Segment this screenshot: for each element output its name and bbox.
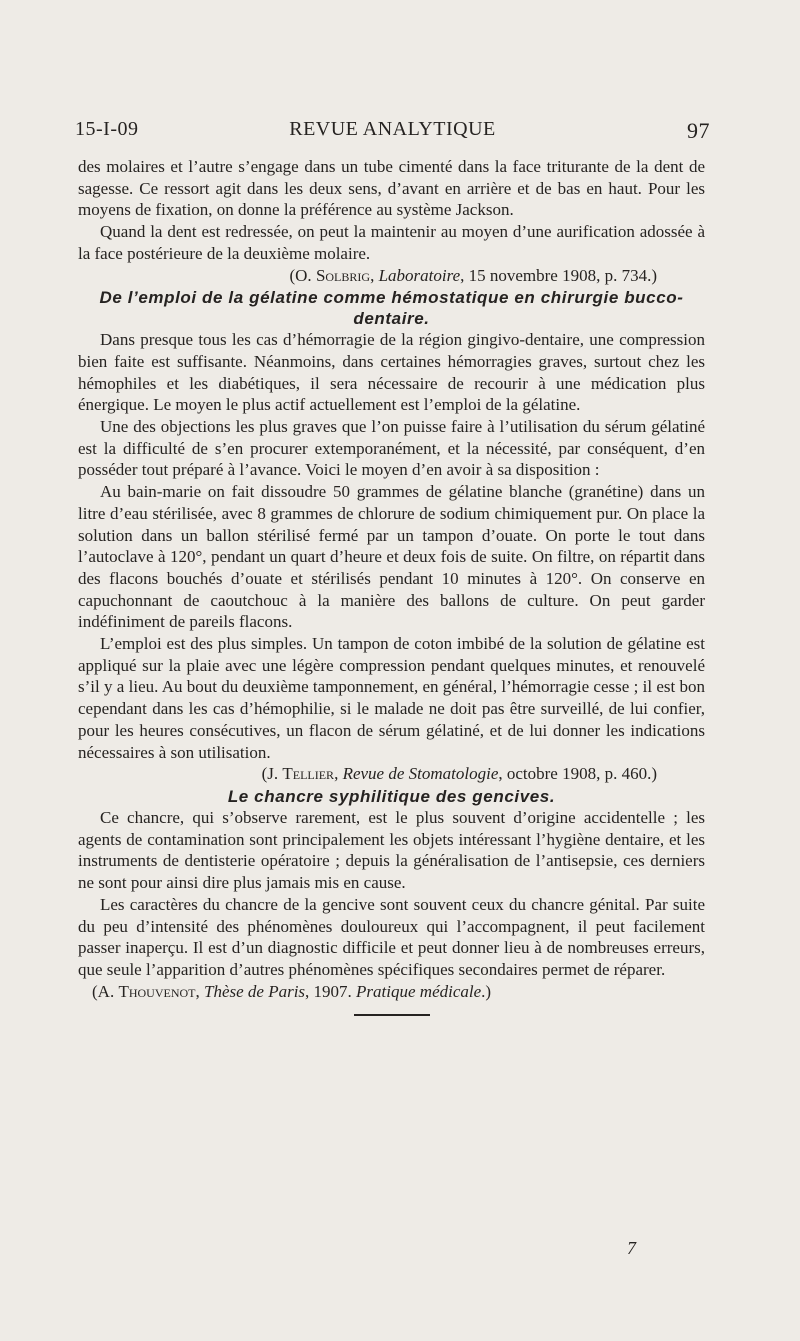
paragraph: des molaires et l’autre s’engage dans un tube cimenté dans la face triturante de la dent de sagesse. Ce ressort agit dans les deux sens, d’avant en arrière et de bas en haut. Pour les moyens de fixation, on donne la préférence au système Jackson. bbox=[78, 157, 705, 220]
citation-author: Solbrig bbox=[315, 265, 371, 285]
paragraph: Quand la dent est redressée, on peut la maintenir au moyen d’une aurification adossée à la face postérieure de la deuxième molaire. bbox=[78, 222, 705, 263]
article-body bbox=[78, 156, 705, 1016]
citation-journal: Thèse de Paris bbox=[204, 981, 306, 1001]
citation-sep: , bbox=[334, 764, 343, 784]
citation-rest: .) bbox=[481, 981, 492, 1001]
paragraph: Dans presque tous les cas d’hémorragie de la région gingivo-dentaire, une compression bien faite est suffisante. Néanmoins, dans certaines hémorragies graves, surtout chez les hémophiles et les diabétiques, il sera nécessaire de recourir à une médication plus énergique. Le moyen le plus actif actuellement est l’emploi de la gélatine. bbox=[78, 330, 705, 415]
header-date: 15-I-09 bbox=[75, 118, 139, 140]
paragraph: Ce chancre, qui s’observe rarement, est le plus souvent d’origine accidentelle ; les agents de contamination sont principalement les objets intéressant l’hygiène dentaire, et les instruments de dentisterie opératoire ; depuis la généralisation de l’antisepsie, ces derniers ne sont pour ainsi dire plus jamais mis en cause. bbox=[78, 807, 705, 893]
header-title: REVUE ANALYTIQUE bbox=[289, 118, 496, 140]
paragraph: Une des objections les plus graves que l’on puisse faire à l’utilisation du sérum gélatiné est la difficulté de s’en procurer extemporanément, et la nécessité, par conséquent, d’en posséder tout préparé à l’avance. Voici le moyen d’en avoir à sa disposition : bbox=[78, 417, 705, 480]
running-header bbox=[75, 118, 710, 148]
citation-open: (O. bbox=[289, 265, 316, 285]
citation-rest: , octobre 1908, p. 460.) bbox=[498, 764, 657, 784]
citation-journal: Laboratoire bbox=[378, 265, 461, 285]
signature-mark: 7 bbox=[627, 1238, 636, 1258]
citation-open: (J. bbox=[261, 764, 283, 784]
citation-journal-2: Pratique médicale bbox=[356, 981, 482, 1001]
citation-sep: , bbox=[370, 265, 379, 285]
citation bbox=[78, 981, 705, 1003]
section-title: Le chancre syphilitique des gencives. bbox=[227, 786, 556, 806]
citation-journal: Revue de Stomatologie bbox=[342, 764, 499, 784]
citation-author: Tellier bbox=[282, 764, 335, 784]
citation bbox=[78, 763, 705, 785]
paragraph: L’emploi est des plus simples. Un tampon de coton imbibé de la solution de gélatine est appliqué sur la plaie avec une légère compression pendant quelques minutes, et renouvelé s’il y a lieu. Au bout du deuxième tamponnement, en général, l’hémorragie cesse ; il est bon cependant dans les cas d’hémophilie, si le malade ne doit pas être surveillé, de lui confier, pour les heures consécutives, un flacon de sérum gélatiné, et de lui donner les indications nécessaires à son utilisation. bbox=[78, 634, 705, 762]
citation-sep: , bbox=[195, 981, 204, 1001]
end-rule bbox=[354, 1014, 430, 1016]
citation-author: Thouvenot bbox=[118, 981, 196, 1001]
section-title: De l’emploi de la gélatine comme hémostatique en chirurgie bucco-dentaire. bbox=[99, 288, 684, 329]
citation-mid: , 1907. bbox=[305, 981, 357, 1001]
paragraph: Au bain-marie on fait dissoudre 50 grammes de gélatine blanche (granétine) dans un litre d’eau stérilisée, avec 8 grammes de chlorure de sodium chimiquement pur. On place la solution dans un ballon stérilisé fermé par un tampon d’ouate. On porte le tout dans l’autoclave à 120°, pendant un quart d’heure et deux fois de suite. On filtre, on répartit dans des flacons bouchés d’ouate et stérilisés pendant 10 minutes à 120°. On conserve en capuchonnant de caoutchouc à la manière des ballons de culture. On peut garder indéfiniment de pareils flacons. bbox=[78, 482, 705, 632]
citation-rest: , 15 novembre 1908, p. 734.) bbox=[460, 265, 657, 285]
citation-open: (A. bbox=[92, 981, 119, 1001]
paragraph: Les caractères du chancre de la gencive sont souvent ceux du chancre génital. Par suite du peu d’intensité des phénomènes douloureux qui l’accompagnent, il peut facilement passer inaperçu. Il est d’un diagnostic difficile et peut donner lieu à de nombreuses erreurs, que seule l’apparition d’autres phénomènes spécifiques secondaires permet de réparer. bbox=[78, 894, 705, 979]
citation bbox=[78, 265, 705, 287]
page-number: 97 bbox=[687, 118, 710, 143]
